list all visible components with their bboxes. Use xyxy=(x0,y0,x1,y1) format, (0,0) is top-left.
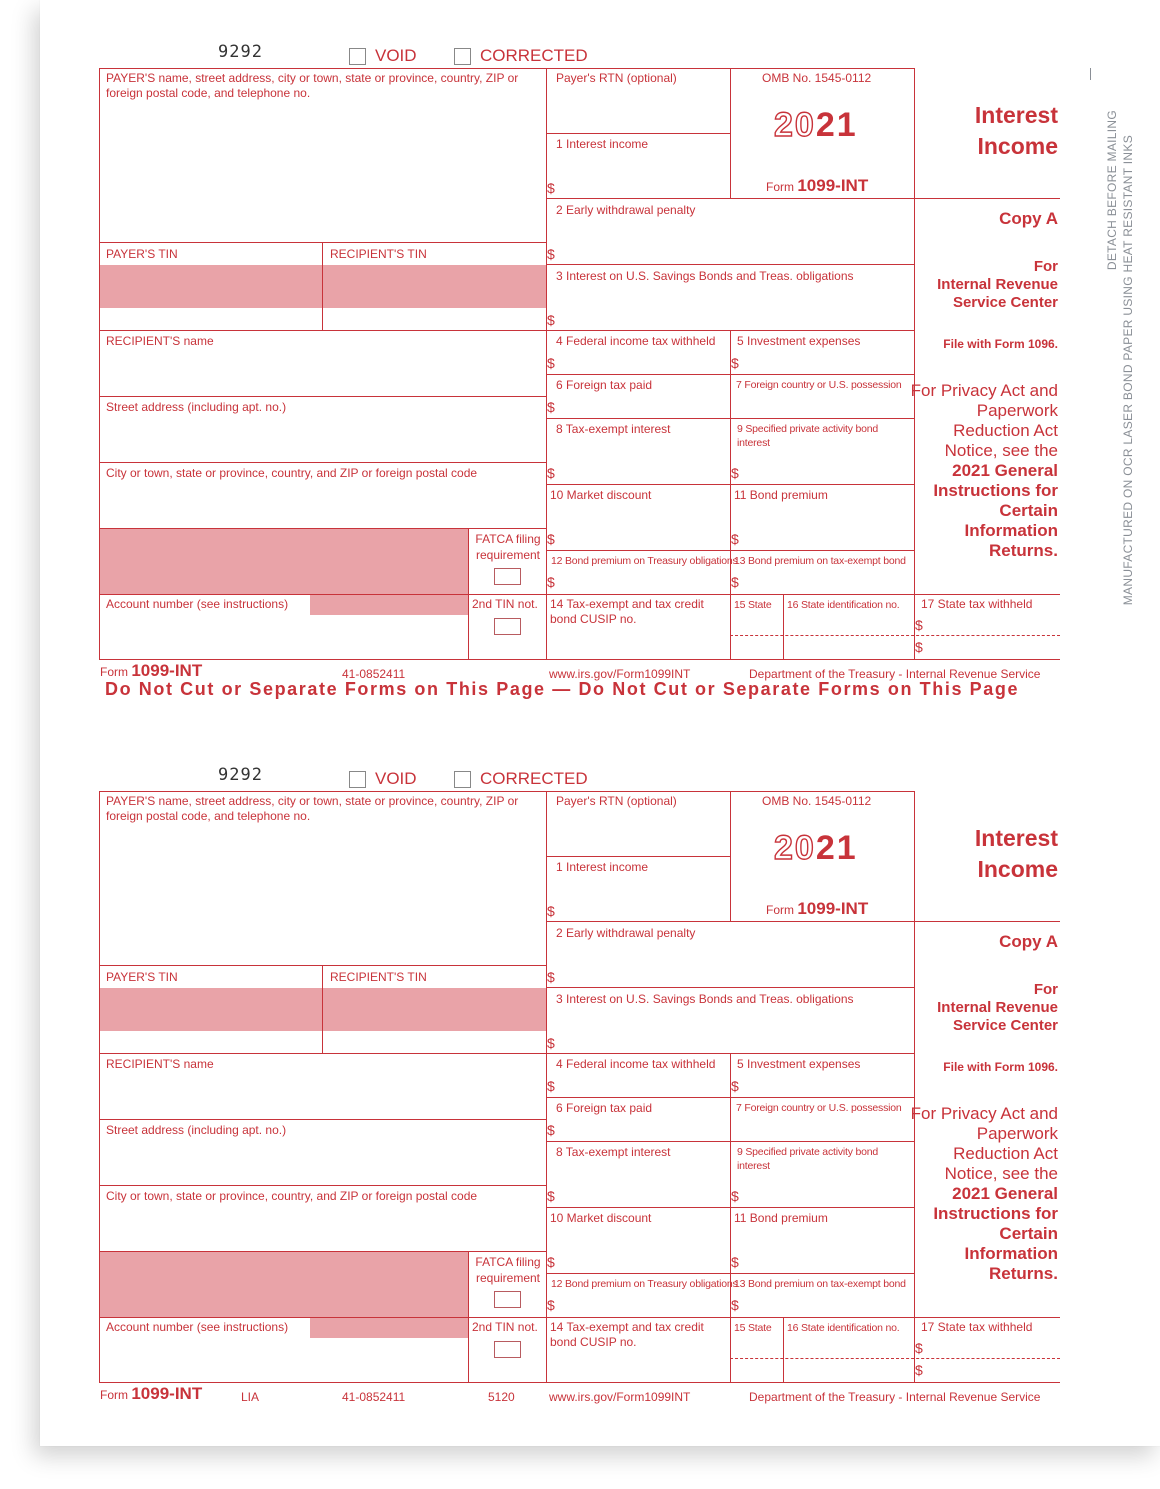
box2-dollar: $ xyxy=(547,969,555,985)
rule xyxy=(546,264,914,265)
form-1099-int-bottom xyxy=(98,763,1061,1403)
void-label: VOID xyxy=(375,769,417,788)
box12-dollar: $ xyxy=(547,1297,555,1313)
form-name-label: Form 1099-INT xyxy=(766,899,869,918)
box4-dollar: $ xyxy=(547,1078,555,1094)
footer-website: www.irs.gov/Form1099INT xyxy=(549,1390,691,1404)
rule xyxy=(546,550,914,551)
box5-dollar: $ xyxy=(731,1078,739,1094)
footer-catalog-no: 41-0852411 xyxy=(342,667,406,681)
manufactured-text: MANUFACTURED ON OCR LASER BOND PAPER USING HEAT RESISTANT INKS xyxy=(1121,134,1135,605)
box9-label: 9 Specified private activity bond interest xyxy=(737,1146,879,1172)
detach-text: DETACH BEFORE MAILING xyxy=(1105,109,1119,270)
box3-dollar: $ xyxy=(547,1035,555,1051)
fatca-checkbox[interactable] xyxy=(494,568,521,585)
corrected-label: CORRECTED xyxy=(480,46,588,65)
street-label: Street address (including apt. no.) xyxy=(106,400,287,414)
city-label: City or town, state or province, country, and ZIP or foreign postal code xyxy=(106,466,478,480)
box2-label: 2 Early withdrawal penalty xyxy=(556,926,696,940)
rule xyxy=(546,1141,914,1142)
rule xyxy=(99,68,914,69)
box12-dollar: $ xyxy=(547,574,555,590)
account-shade xyxy=(310,1318,468,1338)
recipient-name-label: RECIPIENT'S name xyxy=(106,1057,214,1071)
box17-label: 17 State tax withheld xyxy=(921,1320,1033,1334)
tax-year: 2021 xyxy=(774,829,858,867)
street-label: Street address (including apt. no.) xyxy=(106,1123,287,1137)
box15-label: 15 State xyxy=(734,599,772,611)
footer-department: Department of the Treasury - Internal Revenue Service xyxy=(749,667,1041,681)
second-tin-label: 2nd TIN not. xyxy=(472,597,538,611)
account-label: Account number (see instructions) xyxy=(106,1320,289,1334)
box1-dollar: $ xyxy=(547,180,555,196)
file-with-label: File with Form 1096. xyxy=(943,1060,1058,1074)
box17-dollar-1: $ xyxy=(915,1340,923,1356)
tick-mark xyxy=(1090,68,1091,80)
rule xyxy=(730,791,731,921)
rule xyxy=(730,1358,1060,1359)
privacy-notice: For Privacy Act and Paperwork Reduction Act Notice, see the 2021 General Instructions for Certain Information Returns. xyxy=(910,381,1058,560)
box6-dollar: $ xyxy=(547,1122,555,1138)
void-checkbox[interactable] xyxy=(349,771,366,788)
fatca-checkbox[interactable] xyxy=(494,1291,521,1308)
form-name-label: Form 1099-INT xyxy=(766,176,869,195)
corrected-checkbox[interactable] xyxy=(454,771,471,788)
recipient-tin-shade xyxy=(323,265,546,308)
form-title: Interest Income xyxy=(974,102,1058,159)
box10-dollar: $ xyxy=(547,1254,555,1270)
omb-number: OMB No. 1545-0112 xyxy=(762,71,872,85)
footer-form-name: Form 1099-INT xyxy=(100,1384,203,1403)
form-1099-int-top xyxy=(98,40,1061,680)
account-shade xyxy=(310,595,468,615)
box11-dollar: $ xyxy=(731,531,739,547)
box1-label: 1 Interest income xyxy=(556,860,649,874)
box8-dollar: $ xyxy=(547,1188,555,1204)
box6-label: 6 Foreign tax paid xyxy=(556,1101,653,1115)
recipient-tin-label: RECIPIENT'S TIN xyxy=(330,247,427,261)
rule xyxy=(99,1185,546,1186)
rule xyxy=(99,396,546,397)
box2-dollar: $ xyxy=(547,246,555,262)
footer-catalog-no: 41-0852411 xyxy=(342,1390,406,1404)
file-with-label: File with Form 1096. xyxy=(943,337,1058,351)
for-irs-label: For Internal Revenue Service Center xyxy=(937,981,1058,1034)
fatca-shade xyxy=(100,529,468,594)
rule xyxy=(99,462,546,463)
box6-label: 6 Foreign tax paid xyxy=(556,378,653,392)
box12-label: 12 Bond premium on Treasury obligations xyxy=(551,555,738,567)
rule xyxy=(99,1382,1060,1383)
account-label: Account number (see instructions) xyxy=(106,597,289,611)
corrected-label: CORRECTED xyxy=(480,769,588,788)
rule xyxy=(546,921,1060,922)
omb-number: OMB No. 1545-0112 xyxy=(762,794,872,808)
box3-label: 3 Interest on U.S. Savings Bonds and Treas. obligations xyxy=(556,269,854,283)
box4-label: 4 Federal income tax withheld xyxy=(556,1057,716,1071)
second-tin-label: 2nd TIN not. xyxy=(472,1320,538,1334)
rule xyxy=(546,374,914,375)
box7-label: 7 Foreign country or U.S. possession xyxy=(736,1102,902,1114)
rule xyxy=(546,484,914,485)
box7-label: 7 Foreign country or U.S. possession xyxy=(736,379,902,391)
payer-tin-shade xyxy=(100,265,322,308)
box15-label: 15 State xyxy=(734,1322,772,1334)
box5-label: 5 Investment expenses xyxy=(737,334,861,348)
box9-dollar: $ xyxy=(731,465,739,481)
box11-label: 11 Bond premium xyxy=(734,1211,828,1225)
rule xyxy=(546,1207,914,1208)
recipient-tin-shade xyxy=(323,988,546,1031)
footer-form-name: Form 1099-INT xyxy=(100,661,203,680)
box9-label: 9 Specified private activity bond interest xyxy=(737,423,879,449)
box14-label: 14 Tax-exempt and tax credit bond CUSIP no. xyxy=(550,1320,704,1349)
rule xyxy=(99,1119,546,1120)
payer-tin-shade xyxy=(100,988,322,1031)
box13-dollar: $ xyxy=(731,1297,739,1313)
box8-dollar: $ xyxy=(547,465,555,481)
box13-label: 13 Bond premium on tax-exempt bond xyxy=(734,1278,906,1290)
copy-label: Copy A xyxy=(999,932,1058,951)
form-title: Interest Income xyxy=(974,825,1058,882)
second-tin-checkbox[interactable] xyxy=(494,618,521,635)
box13-label: 13 Bond premium on tax-exempt bond xyxy=(734,555,906,567)
box6-dollar: $ xyxy=(547,399,555,415)
rule xyxy=(546,133,730,134)
rule xyxy=(99,1053,546,1054)
rule xyxy=(546,1273,914,1274)
corrected-checkbox[interactable] xyxy=(454,48,471,65)
box5-dollar: $ xyxy=(731,355,739,371)
payer-name-label: PAYER'S name, street address, city or town, state or province, country, ZIP or foreign postal code, and telephone no. xyxy=(106,71,519,100)
box4-label: 4 Federal income tax withheld xyxy=(556,334,716,348)
rule xyxy=(99,791,914,792)
footer-lia: LIA xyxy=(241,1390,260,1404)
payer-rtn-label: Payer's RTN (optional) xyxy=(556,71,677,85)
box10-label: 10 Market discount xyxy=(550,488,652,502)
rule xyxy=(99,659,1060,660)
void-checkbox[interactable] xyxy=(349,48,366,65)
box12-label: 12 Bond premium on Treasury obligations xyxy=(551,1278,738,1290)
box10-dollar: $ xyxy=(547,531,555,547)
rule xyxy=(546,418,914,419)
box17-dollar-2: $ xyxy=(915,639,923,655)
box13-dollar: $ xyxy=(731,574,739,590)
box3-dollar: $ xyxy=(547,312,555,328)
rule xyxy=(730,1053,731,1382)
second-tin-checkbox[interactable] xyxy=(494,1341,521,1358)
payer-tin-label: PAYER'S TIN xyxy=(106,247,178,261)
payer-tin-label: PAYER'S TIN xyxy=(106,970,178,984)
footer-department: Department of the Treasury - Internal Revenue Service xyxy=(749,1390,1041,1404)
fatca-label: FATCA filing requirement xyxy=(475,1255,541,1285)
payer-name-label: PAYER'S name, street address, city or town, state or province, country, ZIP or foreign postal code, and telephone no. xyxy=(106,794,519,823)
box8-label: 8 Tax-exempt interest xyxy=(556,422,671,436)
box17-dollar-1: $ xyxy=(915,617,923,633)
rule xyxy=(546,1317,1060,1318)
box8-label: 8 Tax-exempt interest xyxy=(556,1145,671,1159)
box3-label: 3 Interest on U.S. Savings Bonds and Treas. obligations xyxy=(556,992,854,1006)
rule xyxy=(546,856,730,857)
form-number-stamp: 9292 xyxy=(218,765,263,785)
rule xyxy=(730,635,1060,636)
rule xyxy=(99,330,546,331)
void-label: VOID xyxy=(375,46,417,65)
privacy-notice: For Privacy Act and Paperwork Reduction Act Notice, see the 2021 General Instructions for Certain Information Returns. xyxy=(910,1104,1058,1283)
fatca-shade xyxy=(100,1252,468,1317)
rule xyxy=(546,198,1060,199)
recipient-name-label: RECIPIENT'S name xyxy=(106,334,214,348)
box17-label: 17 State tax withheld xyxy=(921,597,1033,611)
do-not-cut-notice: Do Not Cut or Separate Forms on This Page — Do Not Cut or Separate Forms on This Page xyxy=(105,679,1020,699)
rule xyxy=(546,987,914,988)
rule xyxy=(783,594,784,659)
fatca-label: FATCA filing requirement xyxy=(475,532,541,562)
rule xyxy=(730,68,731,198)
rule xyxy=(783,1317,784,1382)
box1-dollar: $ xyxy=(547,903,555,919)
box11-label: 11 Bond premium xyxy=(734,488,828,502)
rule xyxy=(546,1097,914,1098)
copy-label: Copy A xyxy=(999,209,1058,228)
tax-year: 2021 xyxy=(774,106,858,144)
box2-label: 2 Early withdrawal penalty xyxy=(556,203,696,217)
rule xyxy=(546,594,1060,595)
box4-dollar: $ xyxy=(547,355,555,371)
box1-label: 1 Interest income xyxy=(556,137,649,151)
box16-label: 16 State identification no. xyxy=(787,599,900,611)
form-number-stamp: 9292 xyxy=(218,42,263,62)
box16-label: 16 State identification no. xyxy=(787,1322,900,1334)
footer-website: www.irs.gov/Form1099INT xyxy=(549,667,691,681)
box5-label: 5 Investment expenses xyxy=(737,1057,861,1071)
footer-code: 5120 xyxy=(488,1390,515,1404)
box10-label: 10 Market discount xyxy=(550,1211,652,1225)
box11-dollar: $ xyxy=(731,1254,739,1270)
rule xyxy=(730,330,731,659)
box9-dollar: $ xyxy=(731,1188,739,1204)
box14-label: 14 Tax-exempt and tax credit bond CUSIP no. xyxy=(550,597,704,626)
recipient-tin-label: RECIPIENT'S TIN xyxy=(330,970,427,984)
box17-dollar-2: $ xyxy=(915,1362,923,1378)
payer-rtn-label: Payer's RTN (optional) xyxy=(556,794,677,808)
side-margin-text xyxy=(1095,60,1145,605)
city-label: City or town, state or province, country, and ZIP or foreign postal code xyxy=(106,1189,478,1203)
for-irs-label: For Internal Revenue Service Center xyxy=(937,258,1058,311)
